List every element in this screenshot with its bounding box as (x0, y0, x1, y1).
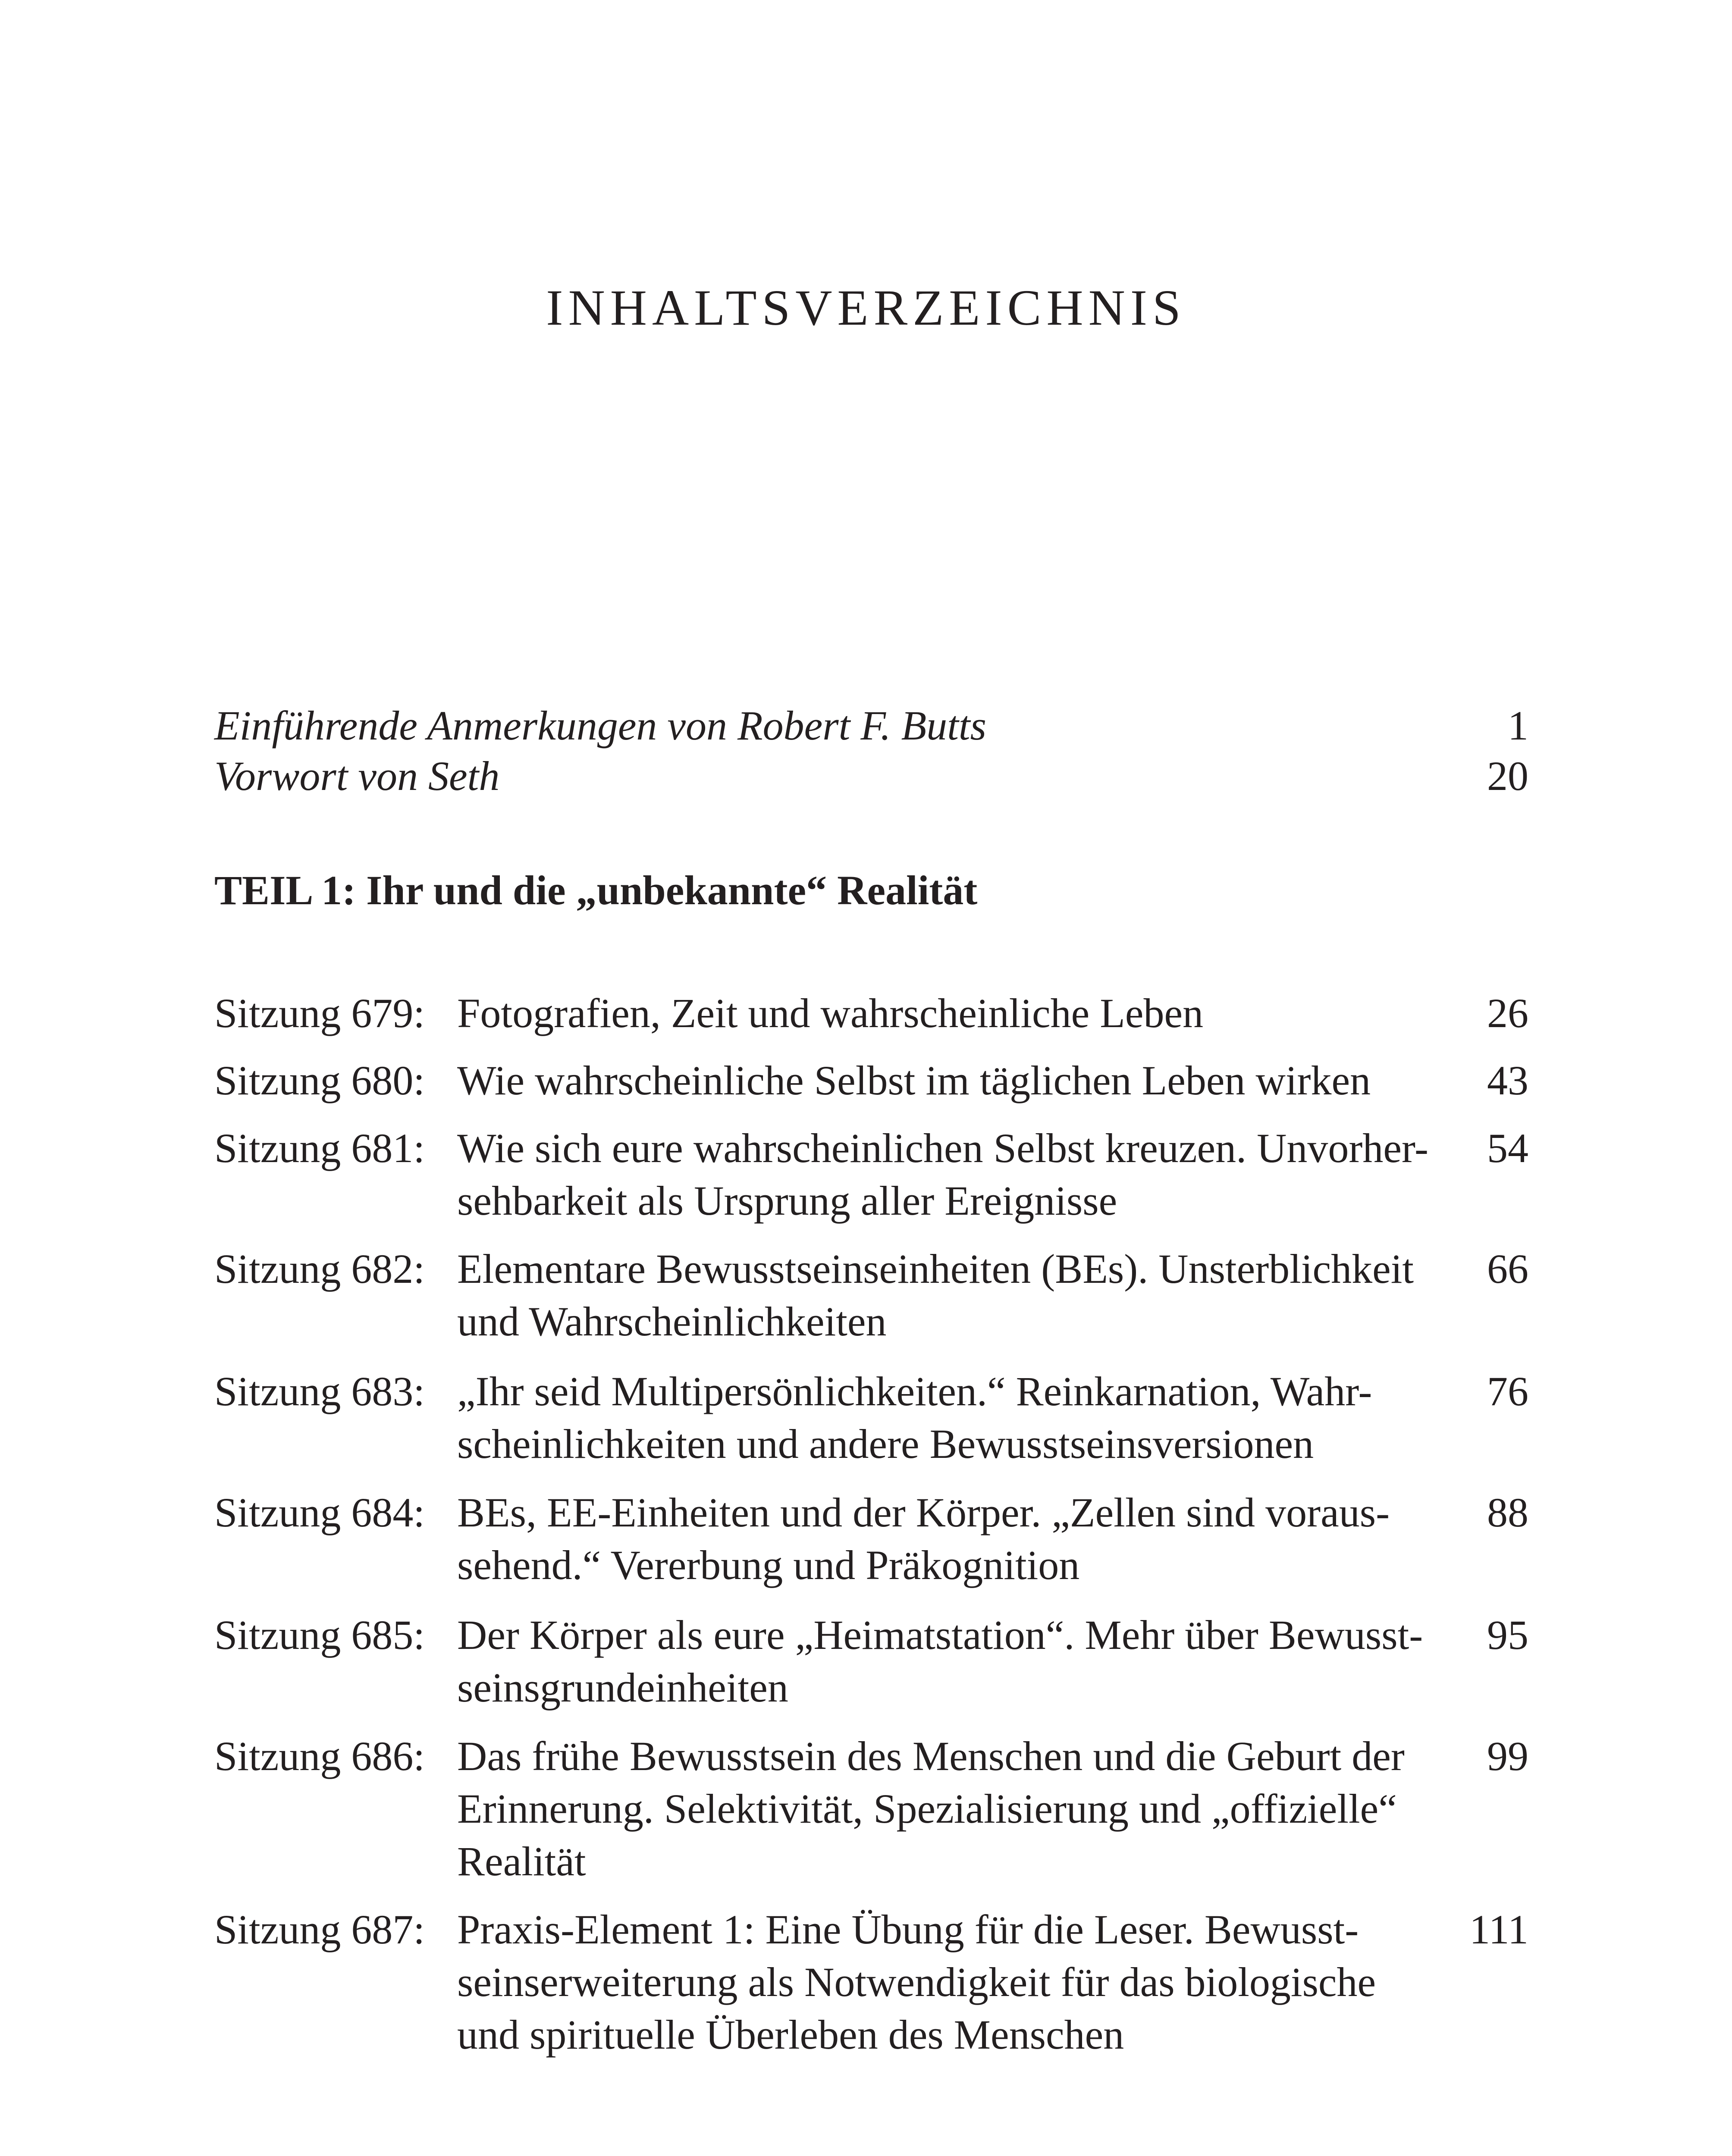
entry-description (457, 1054, 1445, 1107)
entry-description-line: seinsgrundeinheiten (457, 1664, 788, 1711)
entry-description-line: Wie wahrscheinliche Selbst im täglichen Leben wirken (457, 1057, 1371, 1103)
entry-description-line: Wie sich eure wahrscheinlichen Selbst kreuzen. Unvorher- (457, 1125, 1429, 1171)
entry-description-line: scheinlichkeiten und andere Bewusstseinsversionen (457, 1421, 1314, 1467)
entry-description-line: BEs, EE-Einheiten und der Körper. „Zellen sind voraus- (457, 1489, 1390, 1536)
entry-description-line: Der Körper als eure „Heimatstation“. Mehr über Bewusst- (457, 1612, 1423, 1658)
entry-page-number: 43 (1487, 1057, 1528, 1103)
entry-description (457, 1730, 1445, 1888)
entry-description (457, 1122, 1445, 1227)
entry-description (457, 1486, 1445, 1592)
entry-description-line: Fotografien, Zeit und wahrscheinliche Leben (457, 990, 1204, 1036)
entry-description (457, 987, 1445, 1040)
entry-description-line: und Wahrscheinlichkeiten (457, 1298, 887, 1344)
entry-page-number: 76 (1487, 1368, 1528, 1414)
front-matter-title: Einführende Anmerkungen von Robert F. Butts (214, 702, 986, 749)
entry-description-line: Realität (457, 1838, 586, 1884)
session-label: Sitzung 687: (214, 1906, 425, 1952)
entry-description (457, 1903, 1445, 2061)
entry-description (457, 1243, 1445, 1348)
entry-description-line: sehend.“ Vererbung und Präkognition (457, 1542, 1080, 1588)
page-title: INHALTSVERZEICHNIS (546, 279, 1186, 336)
session-label: Sitzung 680: (214, 1057, 425, 1103)
entry-page-number: 54 (1487, 1125, 1528, 1171)
entry-description-line: Elementare Bewusstseinseinheiten (BEs). Unsterblichkeit (457, 1246, 1414, 1292)
entry-page-number: 111 (1469, 1906, 1528, 1952)
session-label: Sitzung 679: (214, 990, 425, 1036)
front-matter-title: Vorwort von Seth (214, 753, 500, 799)
entry-description (457, 1365, 1445, 1470)
entry-page-number: 88 (1487, 1489, 1528, 1536)
front-matter-page-number: 1 (1508, 702, 1528, 749)
part-heading: TEIL 1: Ihr und die „unbekannte“ Realität (214, 867, 978, 913)
entry-description-line: Praxis-Element 1: Eine Übung für die Leser. Bewusst- (457, 1906, 1359, 1952)
entry-page-number: 26 (1487, 990, 1528, 1036)
entry-description-line: seinserweiterung als Notwendigkeit für das biologische (457, 1959, 1376, 2005)
entry-description (457, 1609, 1445, 1714)
session-label: Sitzung 686: (214, 1733, 425, 1779)
entry-description-line: Das frühe Bewusstsein des Menschen und die Geburt der (457, 1733, 1405, 1779)
entry-description-line: „Ihr seid Multipersönlichkeiten.“ Reinkarnation, Wahr- (457, 1368, 1372, 1414)
session-label: Sitzung 681: (214, 1125, 425, 1171)
entry-page-number: 66 (1487, 1246, 1528, 1292)
entry-description-line: sehbarkeit als Ursprung aller Ereignisse (457, 1178, 1117, 1224)
session-label: Sitzung 685: (214, 1612, 425, 1658)
entry-page-number: 95 (1487, 1612, 1528, 1658)
front-matter-page-number: 20 (1487, 753, 1528, 799)
session-label: Sitzung 684: (214, 1489, 425, 1536)
session-label: Sitzung 682: (214, 1246, 425, 1292)
entry-page-number: 99 (1487, 1733, 1528, 1779)
entry-description-line: und spirituelle Überleben des Menschen (457, 2012, 1124, 2058)
session-label: Sitzung 683: (214, 1368, 425, 1414)
entry-description-line: Erinnerung. Selektivität, Spezialisierung und „offizielle“ (457, 1786, 1397, 1832)
